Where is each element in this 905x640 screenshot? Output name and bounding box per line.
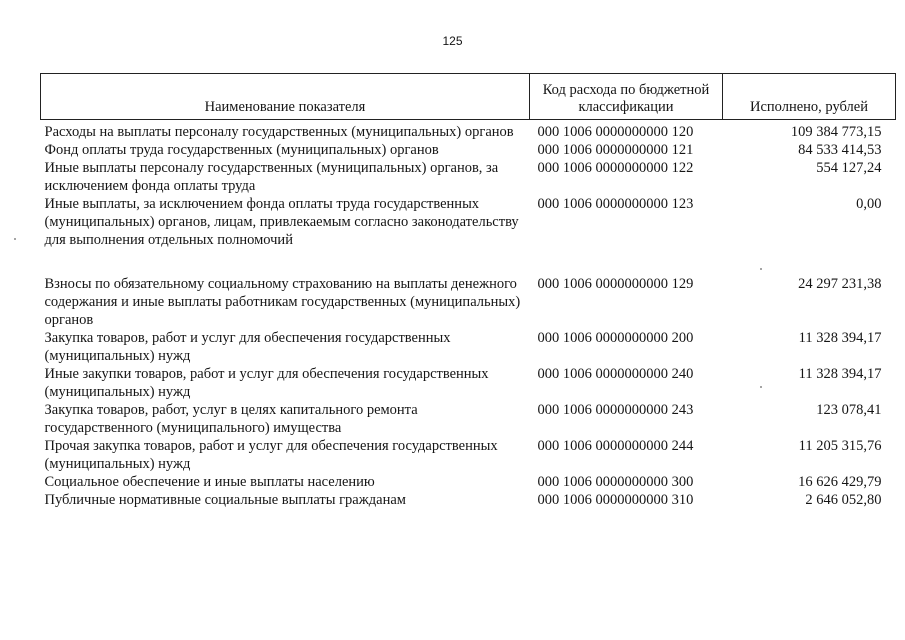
row-code: 000 1006 0000000000 121 [537, 142, 694, 158]
header-executed-amount: Исполнено, рублей [723, 74, 896, 120]
row-amount: 11 328 394,17 [798, 366, 882, 382]
table-row [41, 329, 896, 365]
table-row [41, 401, 896, 437]
header-indicator-name: Наименование показателя [41, 74, 530, 120]
scan-speck [760, 268, 762, 270]
header-budget-code: Код расхода по бюджетной классификации [530, 74, 723, 120]
row-code: 000 1006 0000000000 120 [537, 124, 694, 140]
table-row [41, 491, 896, 509]
header-row [41, 74, 896, 120]
row-code: 000 1006 0000000000 122 [537, 160, 694, 176]
table-header [41, 74, 896, 120]
page-number: 125 [442, 34, 463, 48]
table-row [41, 473, 896, 491]
row-amount: 11 205 315,76 [798, 438, 882, 454]
row-name: Социальное обеспечение и иные выплаты населению [44, 474, 375, 490]
row-name: Публичные нормативные социальные выплаты гражданам [44, 492, 406, 508]
row-code: 000 1006 0000000000 243 [537, 402, 694, 418]
row-amount: 24 297 231,38 [798, 276, 882, 292]
row-amount: 109 384 773,15 [790, 124, 882, 140]
table-row [41, 159, 896, 195]
row-name: Закупка товаров, работ и услуг для обеспечения государственных (муниципальных) нужд [44, 330, 451, 364]
row-name: Прочая закупка товаров, работ и услуг для обеспечения государственных (муниципальных) нужд [44, 438, 498, 472]
table-body [41, 120, 896, 510]
row-name: Иные выплаты, за исключением фонда оплаты труда государственных (муниципальных) органов, лицам, привлекаемым согласно законодательству для выполнения отдельных полномочий [44, 196, 519, 248]
row-name: Иные выплаты персоналу государственных (муниципальных) органов, за исключением фонда оплаты труда [44, 160, 499, 194]
table-row [41, 120, 896, 142]
scan-speck [760, 386, 762, 388]
row-amount: 123 078,41 [816, 402, 882, 418]
row-amount: 16 626 429,79 [798, 474, 882, 490]
row-amount: 11 328 394,17 [798, 330, 882, 346]
row-amount: 0,00 [856, 196, 882, 212]
row-code: 000 1006 0000000000 129 [537, 276, 694, 292]
table-row [41, 195, 896, 275]
row-amount: 84 533 414,53 [798, 142, 882, 158]
row-name: Взносы по обязательному социальному страхованию на выплаты денежного содержания и иные выплаты работникам государственных (муниципальных) органов [44, 276, 521, 328]
table-row [41, 275, 896, 329]
row-code: 000 1006 0000000000 240 [537, 366, 694, 382]
row-name: Иные закупки товаров, работ и услуг для обеспечения государственных (муниципальных) нужд [44, 366, 489, 400]
table-row [41, 365, 896, 401]
row-name: Расходы на выплаты персоналу государственных (муниципальных) органов [44, 124, 514, 140]
row-amount: 554 127,24 [816, 160, 882, 176]
scan-speck [14, 238, 16, 240]
row-name: Закупка товаров, работ, услуг в целях капитального ремонта государственного (муниципального) имущества [44, 402, 418, 436]
row-code: 000 1006 0000000000 123 [537, 196, 694, 212]
table-row [41, 141, 896, 159]
row-code: 000 1006 0000000000 310 [537, 492, 694, 508]
row-code: 000 1006 0000000000 200 [537, 330, 694, 346]
expenditure-table [40, 73, 896, 509]
table-row [41, 437, 896, 473]
row-name: Фонд оплаты труда государственных (муниципальных) органов [44, 142, 439, 158]
row-code: 000 1006 0000000000 300 [537, 474, 694, 490]
row-code: 000 1006 0000000000 244 [537, 438, 694, 454]
row-amount: 2 646 052,80 [805, 492, 882, 508]
